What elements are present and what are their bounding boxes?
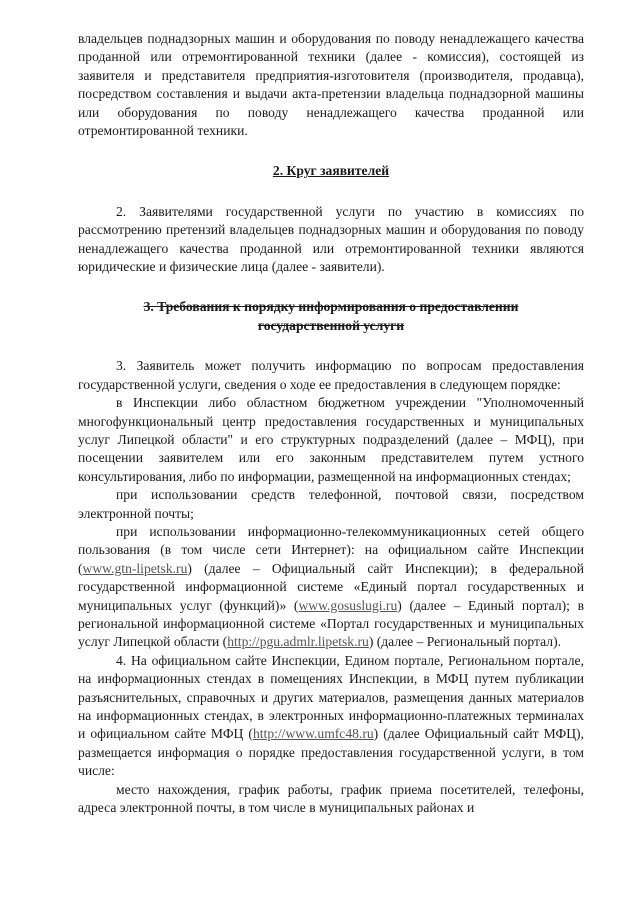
paragraph-3-internet <box>78 523 584 652</box>
section-3-heading-line2: государственной услуги <box>257 317 405 333</box>
p3c-text-1: при использовании информационно-телекоммуникационных сетей общего пользования (в том числе сети Интернет): на официальном сайте Инспекции ( <box>78 523 584 576</box>
section-3-heading <box>78 298 584 335</box>
inspection-site-link[interactable]: www.gtn-lipetsk.ru <box>82 560 188 576</box>
paragraph-4 <box>78 652 584 781</box>
section-3-heading-line1: 3. Требования к порядку информирования о предоставлении <box>143 299 519 315</box>
paragraph-3-inspection: в Инспекции либо областном бюджетном учреждении "Уполномоченный многофункциональный центр предоставления государственных и муниципальных услуг Липецкой области" и его структурных подразделений (далее – МФЦ), при посещении заявителем или его законным представителем путем устного консультирования, либо по информации, размещенной на информационных стендах; <box>78 395 584 484</box>
p3c-text-3: ) (далее – Единый портал); в региональной информационной системе «Портал государственных и муниципальных услуг Липецкой области ( <box>78 597 584 650</box>
p4-text-2: ) (далее Официальный сайт МФЦ), размещается информация о порядке предоставления государственной услуги, в том числе: <box>78 726 584 779</box>
p4-text-1: 4. На официальном сайте Инспекции, Едином портале, Региональном портале, на информационных стендах в помещениях Инспекции, в МФЦ путем публикации разъяснительных, справочных и других материалов, размещения данных материалов на информационных стендах, в электронных информационно-платежных терминалах и официальном сайте МФЦ ( <box>78 652 584 742</box>
intro-paragraph: владельцев поднадзорных машин и оборудования по поводу ненадлежащего качества проданной или отремонтированной техники (далее - комиссия), состоящей из заявителя и представителя предприятия-изготовителя (производителя, продавца), посредством составления и выдачи акта-претензии владельца поднадзорной машины или оборудования по поводу ненадлежащего качества проданной или отремонтированной техники. <box>78 31 584 139</box>
regional-portal-link[interactable]: http://pgu.admlr.lipetsk.ru <box>227 634 369 650</box>
paragraph-4-location: место нахождения, график работы, график приема посетителей, телефоны, адреса электронной почты, в том числе в муниципальных районах и <box>78 781 584 816</box>
p3c-text-4: ) (далее – Региональный портал). <box>368 634 561 650</box>
section-2-heading: 2. Круг заявителей <box>272 163 390 179</box>
p3c-text-2: ) (далее – Официальный сайт Инспекции); в федеральной государственной информационной системе «Единый портал государственных и муниципальных услуг (функций)» ( <box>78 560 584 613</box>
paragraph-3-phone-mail: при использовании средств телефонной, почтовой связи, посредством электронной почты; <box>78 487 584 521</box>
paragraph-3: 3. Заявитель может получить информацию по вопросам предоставления государственной услуги, сведения о ходе ее предоставления в следующем порядке: <box>78 358 584 392</box>
gosuslugi-link[interactable]: www.gosuslugi.ru <box>298 597 398 613</box>
mfc-site-link[interactable]: http://www.umfc48.ru <box>252 726 374 742</box>
document-page <box>78 30 584 817</box>
paragraph-2: 2. Заявителями государственной услуги по участию в комиссиях по рассмотрению претензий владельцев поднадзорных машин и оборудования по поводу ненадлежащего качества проданной или отремонтированной техники являются юридические и физические лица (далее - заявители). <box>78 203 584 275</box>
